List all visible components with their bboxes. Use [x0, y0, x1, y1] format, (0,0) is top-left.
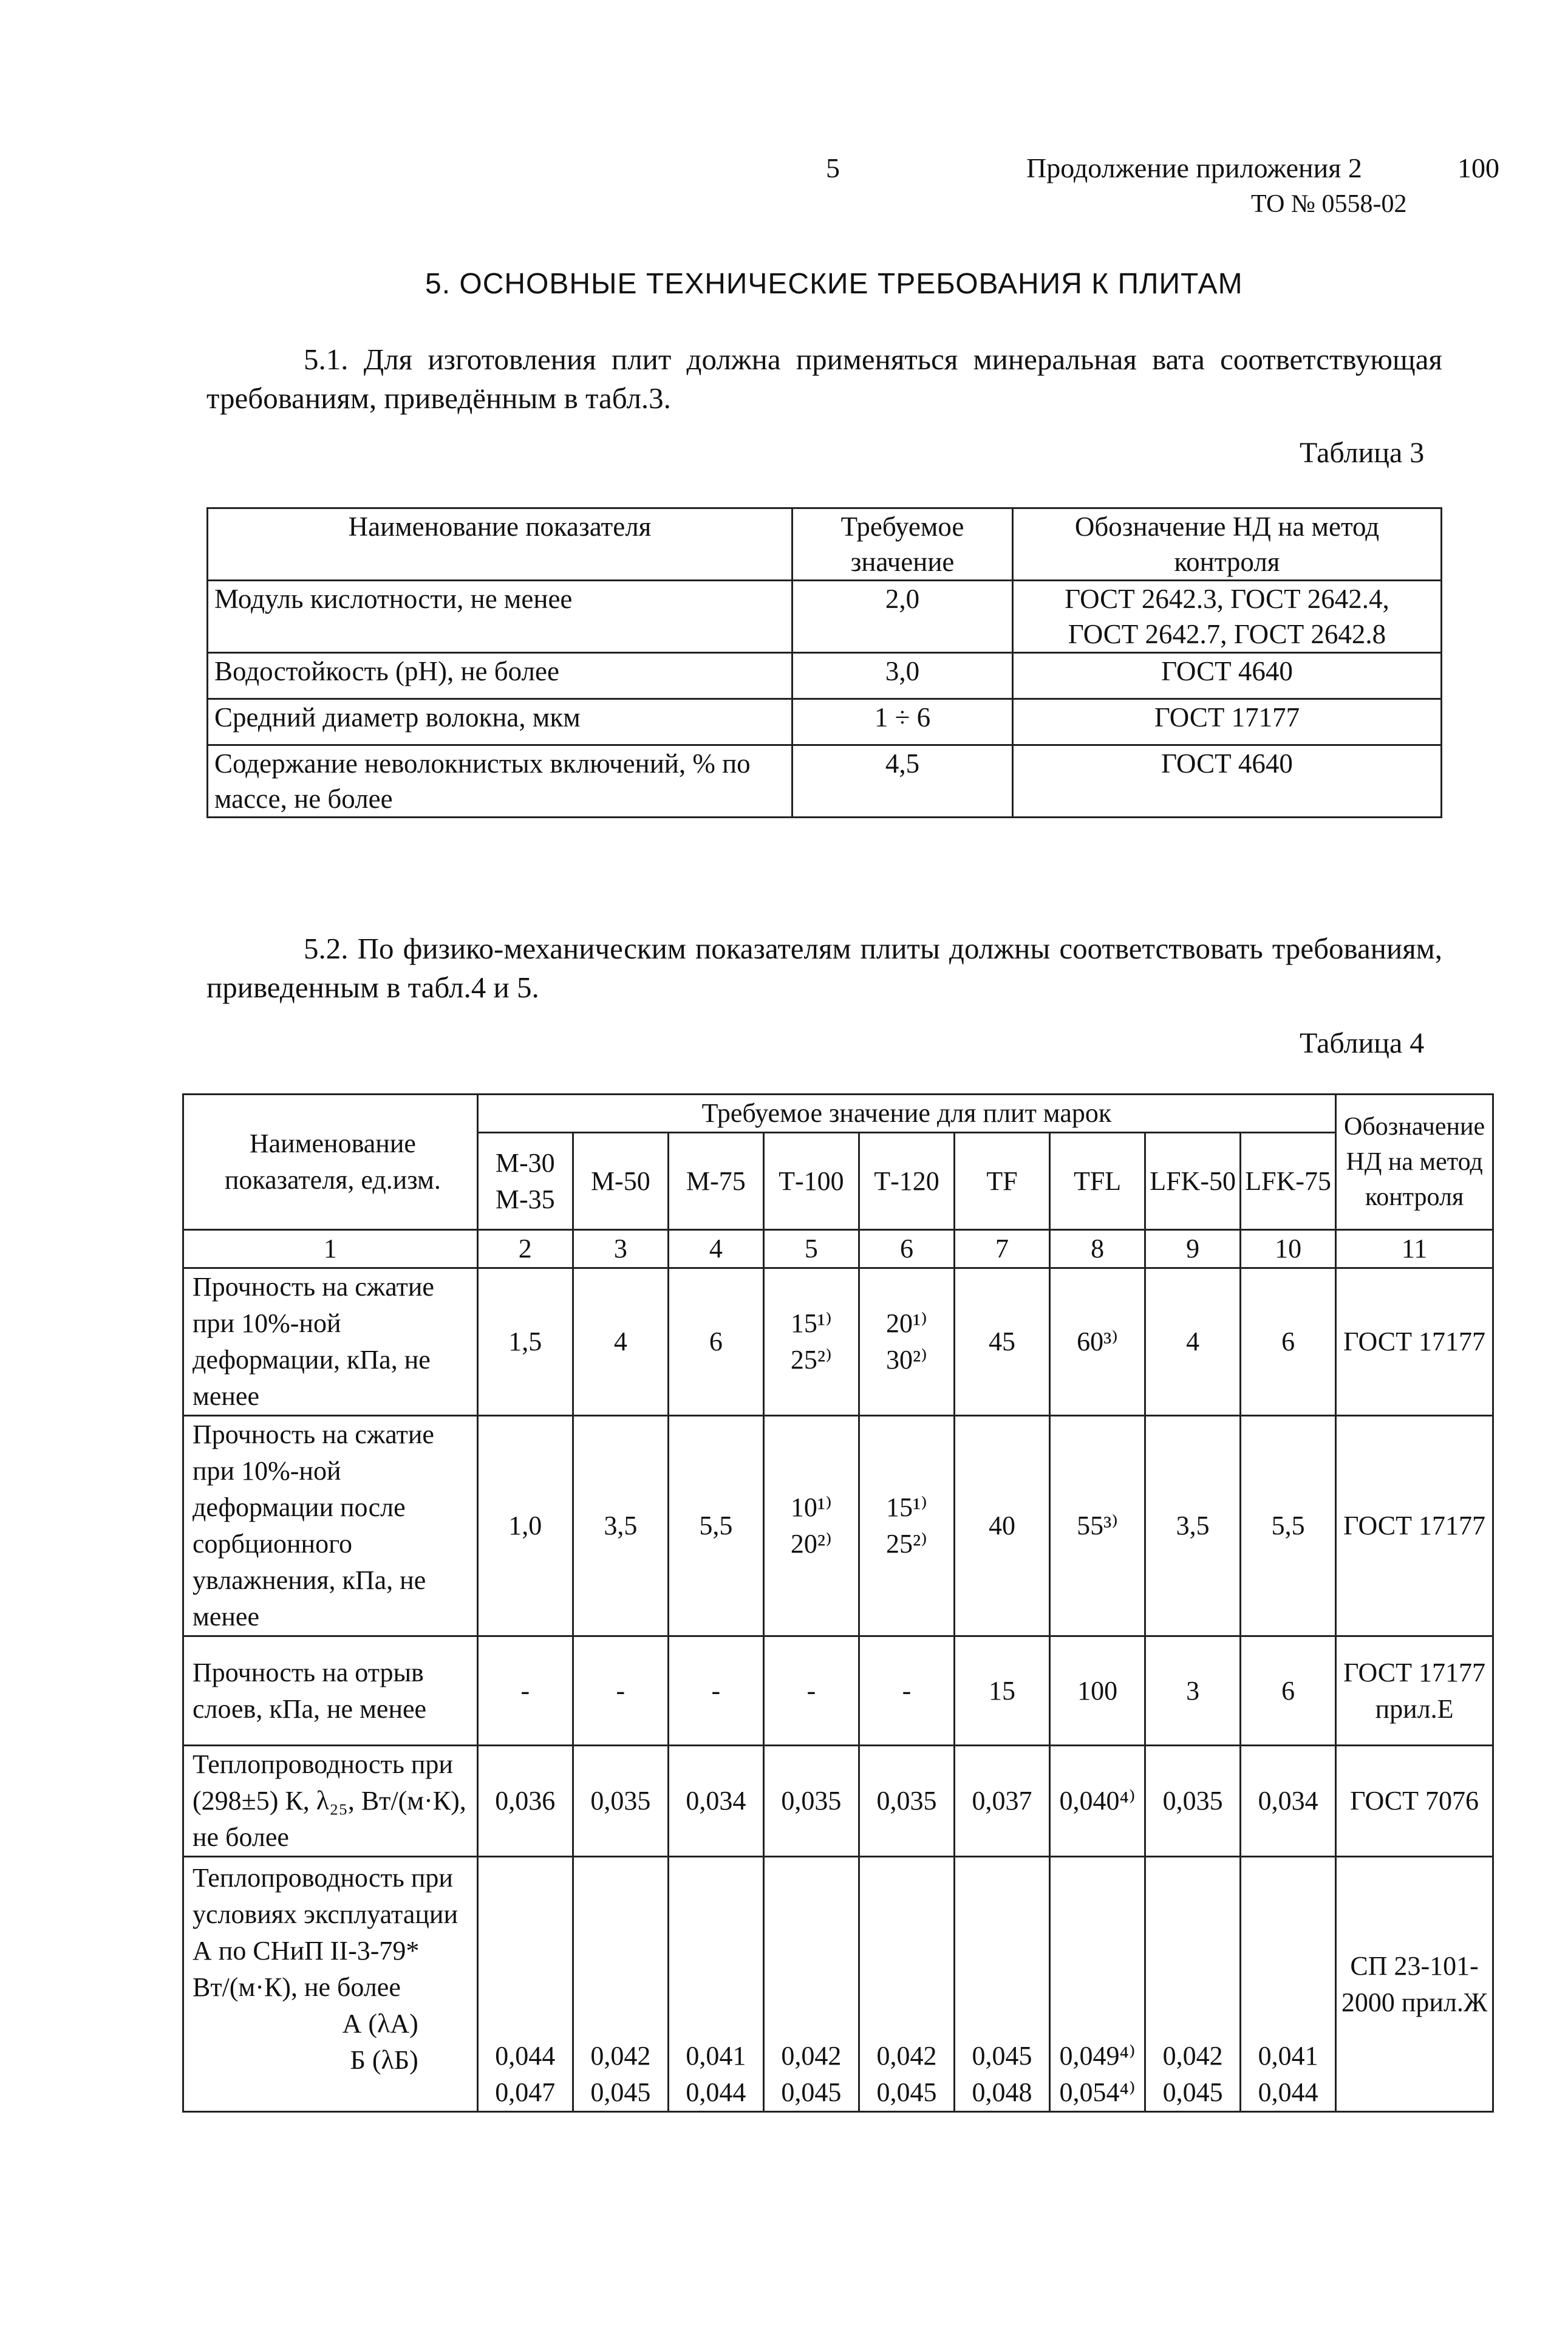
table4-colnum: 5 — [763, 1230, 859, 1268]
table4-cell-b: 0,047 — [495, 2077, 556, 2107]
table4-cell: 6 — [1241, 1636, 1336, 1746]
table-3 — [206, 507, 1442, 818]
table4-cell: - — [573, 1636, 668, 1746]
table3-cell-name: Содержание неволокнистых включений, % по массе, не более — [208, 745, 793, 818]
table4-cell: 0,035 — [1145, 1746, 1241, 1857]
table4-row-name: Прочность на сжатие при 10%-ной деформации, кПа, не менее — [183, 1268, 478, 1416]
table4-cell: 15 — [955, 1636, 1050, 1746]
table4-cell: 0,034 — [668, 1746, 763, 1857]
table4-cell: 3 — [1145, 1636, 1241, 1746]
table3-cell-value: 2,0 — [793, 581, 1013, 653]
table3-cell-name: Водостойкость (рН), не более — [208, 653, 793, 699]
table4-cell-pair — [763, 1857, 859, 2112]
table4-header-group: Требуемое значение для плит марок — [477, 1095, 1335, 1133]
table3-caption: Таблица 3 — [1300, 437, 1425, 469]
table4-cell: 5,5 — [1241, 1416, 1336, 1636]
table-row — [208, 653, 1442, 699]
table4-cell-b: 0,045 — [1162, 2077, 1223, 2107]
table4-brand: М-75 — [668, 1133, 763, 1230]
table4-cell-pair — [955, 1857, 1050, 2112]
table3-cell-nd: ГОСТ 4640 — [1013, 653, 1442, 699]
table-row — [208, 745, 1442, 818]
table4-brand: LFK-75 — [1241, 1133, 1336, 1230]
table4-sublabel-a: А (λА) — [342, 2009, 418, 2038]
table4-cell: 15¹⁾ 25²⁾ — [763, 1268, 859, 1416]
table4-cell-pair — [1050, 1857, 1145, 2112]
table4-cell-nd: ГОСТ 7076 — [1336, 1746, 1493, 1857]
table4-cell-b: 0,045 — [781, 2077, 842, 2107]
table4-colnum: 9 — [1145, 1230, 1241, 1268]
table4-colnum: 6 — [859, 1230, 954, 1268]
table3-cell-value: 1 ÷ 6 — [793, 699, 1013, 745]
table-row — [183, 1268, 1493, 1416]
table4-cell: 6 — [1241, 1268, 1336, 1416]
table4-brand: LFK-50 — [1145, 1133, 1241, 1230]
table4-cell: 1,0 — [477, 1416, 573, 1636]
table4-cell-a: 0,042 — [1162, 2041, 1223, 2071]
table3-cell-nd: ГОСТ 4640 — [1013, 745, 1442, 818]
table4-cell: 60³⁾ — [1050, 1268, 1145, 1416]
table4-cell-pair — [859, 1857, 954, 2112]
table4-cell: 0,034 — [1241, 1746, 1336, 1857]
table4-colnum: 1 — [183, 1230, 478, 1268]
table-row — [183, 1857, 1493, 2112]
table4-header-name: Наименование показателя, ед.изм. — [183, 1095, 478, 1230]
table4-colnum: 4 — [668, 1230, 763, 1268]
continuation-note: Продолжение приложения 2 — [1026, 152, 1362, 183]
table4-cell-pair — [1241, 1857, 1336, 2112]
table-row — [183, 1636, 1493, 1746]
table4-brand: М-30 М-35 — [477, 1133, 573, 1230]
table4-brand: Т-100 — [763, 1133, 859, 1230]
table4-cell: 20¹⁾ 30²⁾ — [859, 1268, 954, 1416]
table4-cell-b: 0,045 — [590, 2077, 651, 2107]
table4-cell: 5,5 — [668, 1416, 763, 1636]
table4-cell-a: 0,041 — [686, 2041, 746, 2071]
table4-cell-nd: ГОСТ 17177 прил.Е — [1336, 1636, 1493, 1746]
table4-cell-pair — [668, 1857, 763, 2112]
table4-cell: 3,5 — [573, 1416, 668, 1636]
table4-cell-pair — [1145, 1857, 1241, 2112]
table4-row-name: Прочность на отрыв слоев, кПа, не менее — [183, 1636, 478, 1746]
table4-colnum: 8 — [1050, 1230, 1145, 1268]
table3-cell-value: 3,0 — [793, 653, 1013, 699]
table-row — [208, 699, 1442, 745]
table4-cell-b: 0,044 — [686, 2077, 746, 2107]
table3-header-name: Наименование показателя — [208, 508, 793, 581]
table4-cell: 0,037 — [955, 1746, 1050, 1857]
table4-brand: М-50 — [573, 1133, 668, 1230]
table4-cell: 0,040⁴⁾ — [1050, 1746, 1145, 1857]
table4-cell: 0,035 — [573, 1746, 668, 1857]
table3-header-value: Требуемое значение — [793, 508, 1013, 581]
table4-cell-nd: ГОСТ 17177 — [1336, 1268, 1493, 1416]
table4-row-name-composite — [183, 1857, 478, 2112]
table3-header-row — [208, 508, 1442, 581]
table4-cell: 1,5 — [477, 1268, 573, 1416]
table4-cell: 0,035 — [763, 1746, 859, 1857]
table4-cell-b: 0,045 — [876, 2077, 937, 2107]
table4-cell-pair — [477, 1857, 573, 2112]
table4-cell-a: 0,041 — [1258, 2041, 1318, 2071]
table4-cell: - — [859, 1636, 954, 1746]
table4-caption: Таблица 4 — [1300, 1027, 1425, 1059]
table3-cell-nd: ГОСТ 17177 — [1013, 699, 1442, 745]
table4-cell-a: 0,042 — [590, 2041, 651, 2071]
table4-cell: - — [763, 1636, 859, 1746]
table4-cell-nd: СП 23-101-2000 прил.Ж — [1336, 1857, 1493, 2112]
table4-cell: 40 — [955, 1416, 1050, 1636]
table4-cell: 45 — [955, 1268, 1050, 1416]
page-local-number: 5 — [826, 152, 840, 183]
table4-colnum: 3 — [573, 1230, 668, 1268]
table4-cell-pair — [573, 1857, 668, 2112]
table-row — [208, 581, 1442, 653]
table4-cell-a: 0,045 — [972, 2041, 1032, 2071]
table4-row-name: Теплопроводность при (298±5) К, λ₂₅, Вт/(м·К), не более — [183, 1746, 478, 1857]
table4-cell: 15¹⁾ 25²⁾ — [859, 1416, 954, 1636]
table4-cell: 55³⁾ — [1050, 1416, 1145, 1636]
table4-cell-b: 0,044 — [1258, 2077, 1318, 2107]
table4-cell: 3,5 — [1145, 1416, 1241, 1636]
table4-cell-a: 0,044 — [495, 2041, 556, 2071]
table-row — [183, 1746, 1493, 1857]
table4-row-name: Прочность на сжатие при 10%-ной деформации после сорбционного увлажнения, кПа, не менее — [183, 1416, 478, 1636]
table4-row-name: Теплопроводность при условиях эксплуатации А по СНиП II-3-79* Вт/(м·К), не более — [193, 1863, 458, 2002]
table4-colnum: 10 — [1241, 1230, 1336, 1268]
table3-cell-name: Модуль кислотности, не менее — [208, 581, 793, 653]
table4-brand: TFL — [1050, 1133, 1145, 1230]
doc-code: ТО № 0558-02 — [1251, 190, 1407, 218]
table3-cell-value: 4,5 — [793, 745, 1013, 818]
table4-cell: - — [668, 1636, 763, 1746]
table4-cell: 6 — [668, 1268, 763, 1416]
table4-cell-a: 0,049⁴⁾ — [1059, 2041, 1136, 2071]
table3-cell-nd: ГОСТ 2642.3, ГОСТ 2642.4, ГОСТ 2642.7, ГОСТ 2642.8 — [1013, 581, 1442, 653]
table-row — [183, 1416, 1493, 1636]
table4-header-nd: Обозначение НД на метод контроля — [1336, 1095, 1493, 1230]
table4-sublabel-b: Б (λБ) — [350, 2045, 418, 2075]
table4-cell: 0,035 — [859, 1746, 954, 1857]
table4-brand: TF — [955, 1133, 1050, 1230]
section-title: 5. ОСНОВНЫЕ ТЕХНИЧЕСКИЕ ТРЕБОВАНИЯ К ПЛИТАМ — [425, 268, 1243, 300]
table4-cell: - — [477, 1636, 573, 1746]
table4-cell: 4 — [1145, 1268, 1241, 1416]
page-number: 100 — [1457, 152, 1499, 183]
table4-colnum-row — [183, 1230, 1493, 1268]
table3-header-nd: Обозначение НД на метод контроля — [1013, 508, 1442, 581]
table4-colnum: 2 — [477, 1230, 573, 1268]
table4-cell: 10¹⁾ 20²⁾ — [763, 1416, 859, 1636]
table4-cell: 0,036 — [477, 1746, 573, 1857]
paragraph-5-2: 5.2. По физико-механическим показателям плиты должны соответствовать требованиям, приведенным в табл.4 и 5. — [206, 932, 1442, 1004]
table4-brand: Т-120 — [859, 1133, 954, 1230]
table4-cell-b: 0,054⁴⁾ — [1059, 2077, 1136, 2107]
table3-cell-name: Средний диаметр волокна, мкм — [208, 699, 793, 745]
table4-cell-a: 0,042 — [876, 2041, 937, 2071]
table4-cell-b: 0,048 — [972, 2077, 1032, 2107]
table4-cell-a: 0,042 — [781, 2041, 842, 2071]
table4-colnum: 7 — [955, 1230, 1050, 1268]
table4-colnum: 11 — [1336, 1230, 1493, 1268]
table4-cell-nd: ГОСТ 17177 — [1336, 1416, 1493, 1636]
table-4 — [182, 1093, 1494, 2113]
paragraph-5-1: 5.1. Для изготовления плит должна применяться минеральная вата соответствующая требованиям, приведённым в табл.3. — [206, 343, 1442, 415]
table4-header-row — [183, 1095, 1493, 1133]
table4-cell: 100 — [1050, 1636, 1145, 1746]
table4-cell: 4 — [573, 1268, 668, 1416]
